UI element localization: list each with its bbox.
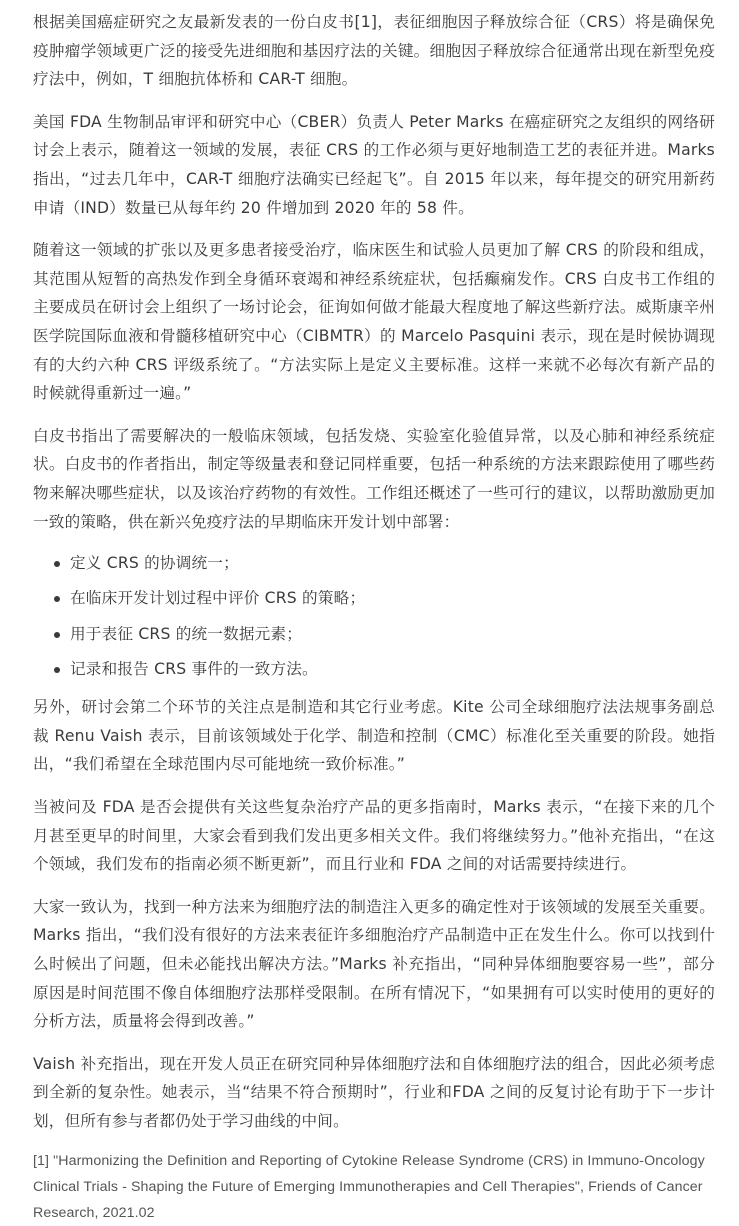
list-item-text: 定义 CRS 的协调统一； [70,554,239,573]
paragraph-consensus: 大家一致认为，找到一种方法来为细胞疗法的制造注入更多的确定性对于该领域的发展至关重要。Marks 指出，“我们没有很好的方法来表征许多细胞治疗产品制造中正在发生什么。你可以找到什么时候出了问题，但未必能找出解决方法。”Marks 补充指出，“同种异体细胞要容易一些”，部分原因是时间范围不像自体细胞疗法那样受限制。在所有情况下，“如果拥有可以实时使用的更好的分析方法，质量将会得到改善。” [33,897,715,1031]
article-body [33,8,715,1226]
paragraph-fda-guidance: 当被问及 FDA 是否会提供有关这些复杂治疗产品的更多指南时，Marks 表示，“在接下来的几个月甚至更早的时间里，大家会看到我们发出更多相关文件。我们将继续努力。”他补充指出，“在这个领域，我们发布的指南必须不断更新”，而且行业和 FDA 之间的对话需要持续进行。 [33,798,715,874]
paragraph-cber-marks: 美国 FDA 生物制品审评和研究中心（CBER）负责人 Peter Marks 在癌症研究之友组织的网络研讨会上表示，随着这一领域的发展，表征 CRS 的工作必须与更好地制造工艺的表征并进。Marks 指出，“过去几年中，CAR-T 细胞疗法确实已经起飞”。自 2015 年以来，每年提交的研究用新药申请（IND）数量已从每年约 20 件增加到 2020 年的 58 件。 [33,112,715,217]
paragraph-whitepaper-areas: 白皮书指出了需要解决的一般临床领域，包括发烧、实验室化验值异常，以及心肺和神经系统症状。白皮书的作者指出，制定等级量表和登记同样重要，包括一种系统的方法来跟踪使用了哪些药物来解决哪些症状，以及该治疗药物的有效性。工作组还概述了一些可行的建议，以帮助激励更加一致的策略，供在新兴免疫疗法的早期临床开发计划中部署： [33,426,715,531]
bullet-icon [54,632,60,638]
list-item [33,546,715,581]
paragraph-intro: 根据美国癌症研究之友最新发表的一份白皮书[1]，表征细胞因子释放综合征（CRS）将是确保免疫肿瘤学领域更广泛的接受先进细胞和基因疗法的关键。细胞因子释放综合征通常出现在新型免疫疗法中，例如，T 细胞抗体桥和 CAR-T 细胞。 [33,13,715,89]
paragraph-manufacturing: 另外，研讨会第二个环节的关注点是制造和其它行业考虑。Kite 公司全球细胞疗法法规事务副总裁 Renu Vaish 表示，目前该领域处于化学、制造和控制（CMC）标准化至关重要的阶段。她指出，“我们希望在全球范围内尽可能地统一致价标准。” [33,698,715,774]
footnote-reference: [1] "Harmonizing the Definition and Reporting of Cytokine Release Syndrome (CRS) in Immuno-Oncology Clinical Trials - Shaping the Future of Emerging Immunotherapies and Cell Therapies", Friends of Cancer Research, 2021.02 [33,1152,705,1221]
recommendation-list [33,546,715,687]
paragraph-vaish: Vaish 补充指出，现在开发人员正在研究同种异体细胞疗法和自体细胞疗法的组合，因此必须考虑到全新的复杂性。她表示，当“结果不符合预期时”，行业和FDA 之间的反复讨论有助于下一步计划，但所有参与者都仍处于学习曲线的中间。 [33,1054,715,1130]
list-item [33,617,715,652]
list-item-text: 记录和报告 CRS 事件的一致方法。 [70,659,318,678]
list-item [33,652,715,687]
bullet-icon [54,596,60,602]
list-item [33,581,715,616]
list-item-text: 用于表征 CRS 的统一数据元素； [70,624,303,643]
paragraph-crs-workgroup: 随着这一领域的扩张以及更多患者接受治疗，临床医生和试验人员更加了解 CRS 的阶段和组成，其范围从短暂的高热发作到全身循环衰竭和神经系统症状，包括癫痫发作。CRS 白皮书工作组的主要成员在研讨会上组织了一场讨论会，征询如何做才能最大程度地了解这些新疗法。威斯康辛州医学院国际血液和骨髓移植研究中心（CIBMTR）的 Marcelo Pasquini 表示，现在是时候协调现有的大约六种 CRS 评级系统了。“方法实际上是定义主要标准。这样一来就不必每次有新产品的时候就得重新过一遍。” [33,241,715,403]
bullet-icon [54,667,60,673]
list-item-text: 在临床开发计划过程中评价 CRS 的策略； [70,589,366,608]
bullet-icon [54,561,60,567]
